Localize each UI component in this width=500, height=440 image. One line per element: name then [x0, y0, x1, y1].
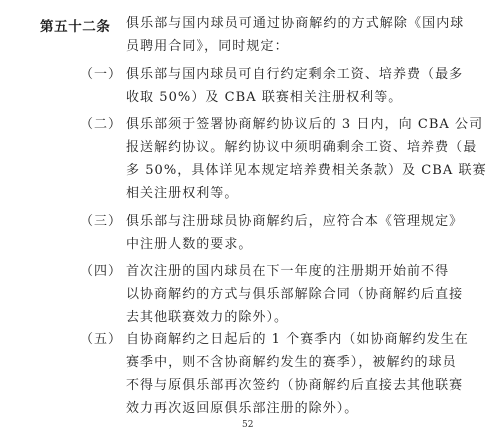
clause-5-number: （五）: [80, 332, 123, 347]
clause-4-line-1: 首次注册的国内球员在下一年度的注册期开始前不得: [126, 264, 450, 279]
clause-3-line-2: 中注册人数的要求。: [126, 237, 253, 252]
clause-3-line-1: 俱乐部与注册球员协商解约后，应符合本《管理规定》: [126, 214, 464, 229]
clause-2-line-2: 报送解约协议。解约协议中须明确剩余工资、培养费（最: [126, 140, 478, 155]
clause-1-number: （一）: [80, 67, 123, 82]
clause-2-line-1: 俱乐部须于签署协商解约协议后的 3 日内，向 CBA 公司: [126, 117, 484, 132]
page-number: 52: [242, 420, 254, 430]
clause-5-line-2: 赛季中，则不含协商解约发生的赛季），被解约的球员: [126, 355, 457, 370]
clause-2-line-4: 相关注册权利等。: [126, 186, 239, 201]
clause-5-line-4: 效力再次返回原俱乐部注册的除外）。: [126, 401, 359, 416]
clause-3-number: （三）: [80, 214, 123, 229]
clause-1-line-2: 收取 50%）及 CBA 联赛相关注册权利等。: [126, 90, 403, 105]
article-intro-line-2: 员聘用合同》，同时规定：: [126, 39, 289, 54]
clause-4-line-3: 去其他联赛效力的除外）。: [126, 310, 289, 325]
clause-2-number: （二）: [80, 117, 123, 132]
clause-4-number: （四）: [80, 264, 123, 279]
article-intro-line-1: 俱乐部与国内球员可通过协商解约的方式解除《国内球: [126, 16, 465, 31]
clause-1-line-1: 俱乐部与国内球员可自行约定剩余工资、培养费（最多: [126, 67, 464, 82]
clause-5-line-1: 自协商解约之日起后的 1 个赛季内（如协商解约发生在: [126, 332, 469, 347]
clause-2-line-3: 多 50%，具体详见本规定培养费相关条款）及 CBA 联赛: [126, 163, 487, 178]
clause-4-line-2: 以协商解约的方式与俱乐部解除合同（协商解约后直接: [126, 287, 464, 302]
clause-5-line-3: 不得与原俱乐部再次签约（协商解约后直接去其他联赛: [126, 378, 464, 393]
article-title: 第五十二条: [40, 19, 111, 35]
